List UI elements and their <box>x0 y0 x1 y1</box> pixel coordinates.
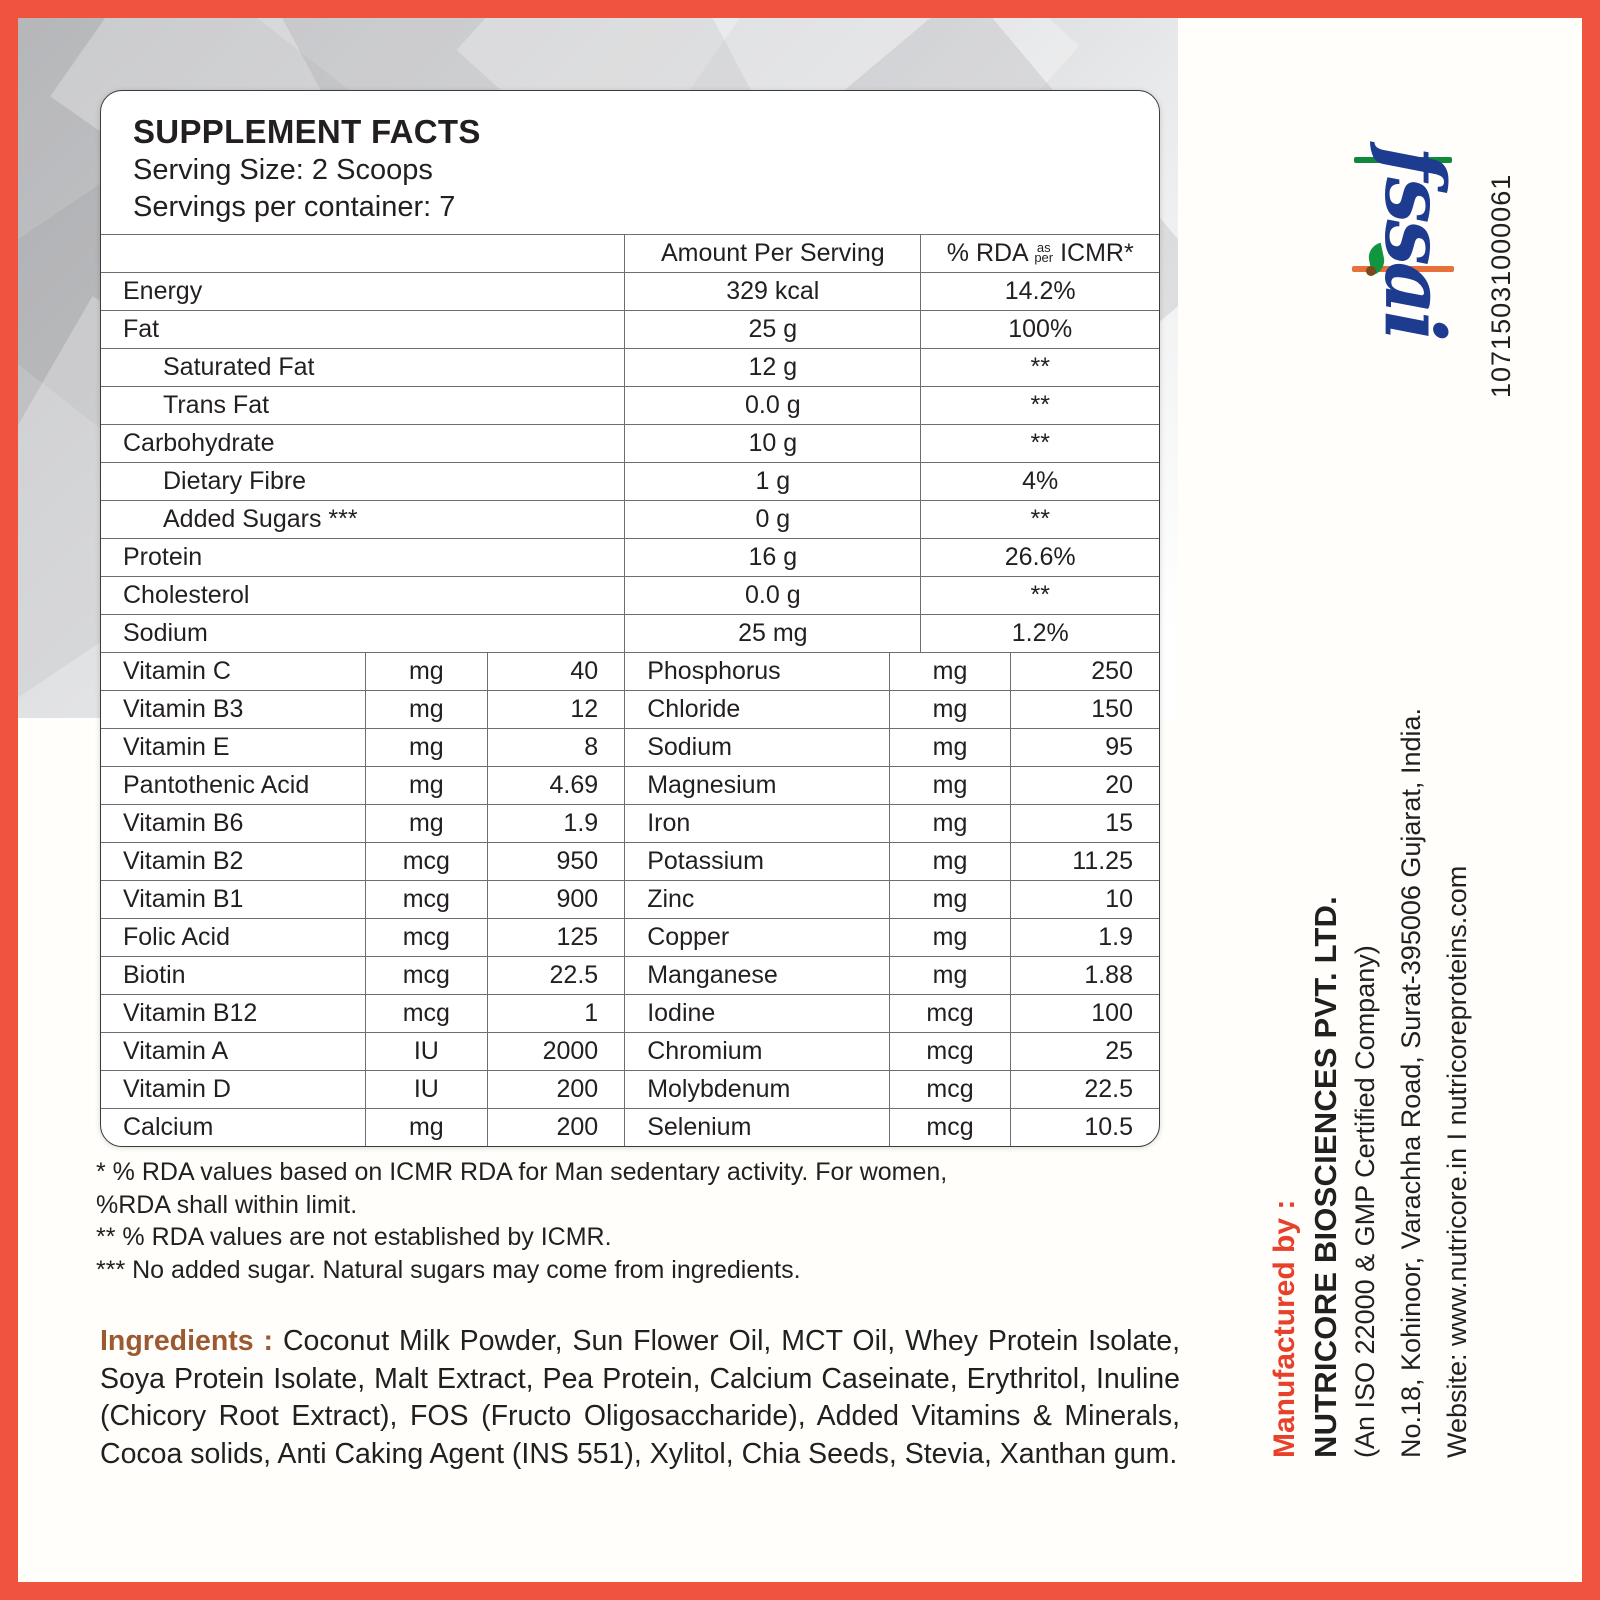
table-row <box>101 349 1159 387</box>
micronutrient-value-left: 200 <box>487 1109 625 1147</box>
micronutrient-unit-left: mg <box>366 1109 488 1147</box>
micronutrient-value-left: 4.69 <box>487 767 625 805</box>
micronutrient-name-right: Potassium <box>625 843 890 881</box>
micronutrient-name-left: Vitamin A <box>101 1033 366 1071</box>
nutrient-name: Fat <box>101 311 625 349</box>
nutrient-rda: 4% <box>921 463 1159 501</box>
nutrient-amount: 0 g <box>625 501 921 539</box>
micronutrient-unit-right: mcg <box>889 1071 1011 1109</box>
header-rda-suffix: ICMR* <box>1060 239 1134 268</box>
micronutrient-unit-right: mcg <box>889 1109 1011 1147</box>
micronutrient-unit-left: mcg <box>366 957 488 995</box>
micronutrient-name-left: Pantothenic Acid <box>101 767 366 805</box>
company-website: Website: www.nutricore.in I nutricoreproteins.com <box>1442 865 1472 1458</box>
table-row <box>101 577 1159 615</box>
nutrient-name: Added Sugars *** <box>101 501 625 539</box>
micronutrient-value-right: 10 <box>1011 881 1159 919</box>
micronutrient-name-left: Biotin <box>101 957 366 995</box>
company-name: NUTRICORE BIOSCIENCES PVT. LTD. <box>1308 896 1343 1458</box>
header-rda-superscript <box>1034 239 1054 266</box>
micronutrient-name-right: Iron <box>625 805 890 843</box>
nutrient-rda: 26.6% <box>921 539 1159 577</box>
table-row <box>101 425 1159 463</box>
micronutrient-unit-right: mg <box>889 957 1011 995</box>
nutrient-amount: 16 g <box>625 539 921 577</box>
table-row <box>101 957 1159 995</box>
header-rda-sup-top: as <box>1036 239 1051 255</box>
micronutrient-value-right: 100 <box>1011 995 1159 1033</box>
nutrient-rda: ** <box>921 425 1159 463</box>
label-page <box>18 18 1582 1582</box>
micronutrient-value-left: 900 <box>487 881 625 919</box>
micronutrient-value-left: 40 <box>487 653 625 691</box>
serving-size: Serving Size: 2 Scoops <box>133 153 433 186</box>
header-nutrient <box>101 235 625 273</box>
micronutrient-unit-left: mcg <box>366 919 488 957</box>
footnote-line: ** % RDA values are not established by ICMR. <box>96 1223 612 1251</box>
company-address: No.18, Kohinoor, Varachha Road, Surat-395006 Gujarat, India. <box>1396 708 1426 1458</box>
micronutrient-unit-left: mg <box>366 653 488 691</box>
micronutrient-value-right: 22.5 <box>1011 1071 1159 1109</box>
micronutrient-name-left: Vitamin B12 <box>101 995 366 1033</box>
micronutrient-value-right: 250 <box>1011 653 1159 691</box>
page-title: SUPPLEMENT FACTS <box>133 113 481 150</box>
table-row <box>101 805 1159 843</box>
table-row <box>101 615 1159 653</box>
micronutrient-unit-right: mg <box>889 881 1011 919</box>
micronutrient-name-right: Magnesium <box>625 767 890 805</box>
nutrient-rda: 100% <box>921 311 1159 349</box>
micronutrient-unit-right: mg <box>889 843 1011 881</box>
micronutrient-value-right: 11.25 <box>1011 843 1159 881</box>
nutrient-name: Carbohydrate <box>101 425 625 463</box>
macronutrient-rows <box>101 273 1159 653</box>
micronutrient-name-left: Vitamin B3 <box>101 691 366 729</box>
table-row <box>101 1033 1159 1071</box>
manufactured-by-label: Manufactured by : <box>1268 1199 1301 1458</box>
micronutrient-unit-right: mg <box>889 729 1011 767</box>
micronutrient-name-left: Vitamin B6 <box>101 805 366 843</box>
fssai-wordmark: fssai <box>1366 146 1462 338</box>
micronutrient-name-left: Vitamin E <box>101 729 366 767</box>
micronutrient-value-right: 15 <box>1011 805 1159 843</box>
nutrient-amount: 1 g <box>625 463 921 501</box>
nutrition-table <box>101 234 1159 652</box>
micronutrient-unit-right: mg <box>889 767 1011 805</box>
micronutrient-value-right: 150 <box>1011 691 1159 729</box>
nutrient-amount: 25 mg <box>625 615 921 653</box>
micronutrient-unit-right: mg <box>889 653 1011 691</box>
micronutrient-unit-left: mg <box>366 729 488 767</box>
micronutrient-value-left: 950 <box>487 843 625 881</box>
nutrient-name: Energy <box>101 273 625 311</box>
header-rda <box>921 235 1159 273</box>
micronutrient-unit-right: mg <box>889 919 1011 957</box>
micronutrient-name-left: Vitamin B2 <box>101 843 366 881</box>
micronutrient-value-left: 12 <box>487 691 625 729</box>
ingredients-label: Ingredients : <box>100 1325 274 1357</box>
nutrient-name: Dietary Fibre <box>101 463 625 501</box>
header-rda-prefix: % RDA <box>946 239 1028 268</box>
micronutrient-value-right: 20 <box>1011 767 1159 805</box>
micronutrient-name-right: Chromium <box>625 1033 890 1071</box>
nutrient-rda: 14.2% <box>921 273 1159 311</box>
nutrient-amount: 25 g <box>625 311 921 349</box>
micronutrient-name-right: Manganese <box>625 957 890 995</box>
footnote-line: * % RDA values based on ICMR RDA for Man sedentary activity. For women, <box>96 1158 948 1186</box>
nutrient-name: Protein <box>101 539 625 577</box>
nutrient-rda: ** <box>921 387 1159 425</box>
nutrient-amount: 0.0 g <box>625 387 921 425</box>
table-row <box>101 843 1159 881</box>
nutrient-amount: 0.0 g <box>625 577 921 615</box>
footnote-line: %RDA shall within limit. <box>96 1190 358 1219</box>
table-row <box>101 501 1159 539</box>
micronutrient-name-right: Sodium <box>625 729 890 767</box>
nutrient-amount: 329 kcal <box>625 273 921 311</box>
ingredients-text: Coconut Milk Powder, Sun Flower Oil, MCT Oil, Whey Protein Isolate, Soya Protein Isolate, Malt Extract, Pea Protein, Calcium Caseinate, Erythritol, Inuline (Chicory Root Extract), FOS (Fructo Oligosaccharide), Added Vitamins & Minerals, Cocoa solids, Anti Caking Agent (INS 551), Xylitol, Chia Seeds, Stevia, Xanthan gum. <box>100 1325 1180 1470</box>
micronutrient-value-right: 1.9 <box>1011 919 1159 957</box>
table-row <box>101 463 1159 501</box>
micronutrient-name-right: Phosphorus <box>625 653 890 691</box>
nutrient-name: Cholesterol <box>101 577 625 615</box>
nutrient-amount: 10 g <box>625 425 921 463</box>
table-row <box>101 995 1159 1033</box>
header-rda-sup-bottom: per <box>1034 250 1054 266</box>
micronutrient-value-right: 10.5 <box>1011 1109 1159 1147</box>
micronutrient-value-left: 200 <box>487 1071 625 1109</box>
servings-per-container: Servings per container: 7 <box>133 191 456 224</box>
micronutrient-unit-right: mcg <box>889 1033 1011 1071</box>
nutrient-name: Saturated Fat <box>101 349 625 387</box>
table-row <box>101 919 1159 957</box>
micronutrient-unit-right: mcg <box>889 995 1011 1033</box>
footnote-line: *** No added sugar. Natural sugars may come from ingredients. <box>96 1255 801 1284</box>
micronutrient-name-right: Zinc <box>625 881 890 919</box>
micronutrient-unit-left: mcg <box>366 843 488 881</box>
micronutrient-name-right: Copper <box>625 919 890 957</box>
header-amount-per-serving: Amount Per Serving <box>625 235 921 273</box>
card-header <box>101 91 1159 234</box>
table-row <box>101 539 1159 577</box>
micronutrient-value-left: 1.9 <box>487 805 625 843</box>
table-row <box>101 881 1159 919</box>
micronutrient-value-right: 1.88 <box>1011 957 1159 995</box>
table-header-row <box>101 235 1159 273</box>
micronutrient-rows <box>101 653 1159 1147</box>
micronutrient-name-left: Vitamin D <box>101 1071 366 1109</box>
micronutrient-value-right: 95 <box>1011 729 1159 767</box>
footnotes <box>96 1156 1096 1286</box>
micronutrient-name-right: Iodine <box>625 995 890 1033</box>
micronutrient-unit-left: mg <box>366 691 488 729</box>
nutrient-rda: 1.2% <box>921 615 1159 653</box>
nutrient-name: Trans Fat <box>101 387 625 425</box>
table-row <box>101 273 1159 311</box>
micronutrient-unit-left: mcg <box>366 881 488 919</box>
certification-text: (An ISO 22000 & GMP Certified Company) <box>1350 945 1380 1458</box>
micronutrient-name-left: Calcium <box>101 1109 366 1147</box>
fssai-logo <box>1348 126 1462 401</box>
micronutrient-value-left: 125 <box>487 919 625 957</box>
nutrient-rda: ** <box>921 349 1159 387</box>
micronutrient-value-left: 22.5 <box>487 957 625 995</box>
table-row <box>101 311 1159 349</box>
micronutrient-unit-left: mg <box>366 805 488 843</box>
micronutrient-unit-left: IU <box>366 1071 488 1109</box>
micronutrient-unit-right: mg <box>889 691 1011 729</box>
micronutrient-unit-right: mg <box>889 805 1011 843</box>
table-row <box>101 1071 1159 1109</box>
table-row <box>101 387 1159 425</box>
micronutrient-name-left: Vitamin B1 <box>101 881 366 919</box>
table-row <box>101 729 1159 767</box>
micronutrient-name-right: Chloride <box>625 691 890 729</box>
nutrient-name: Sodium <box>101 615 625 653</box>
micronutrient-unit-left: IU <box>366 1033 488 1071</box>
fssai-license-number: 10715031000061 <box>1486 173 1516 398</box>
micronutrient-table <box>101 652 1159 1146</box>
table-row <box>101 1109 1159 1147</box>
micronutrient-value-right: 25 <box>1011 1033 1159 1071</box>
micronutrient-value-left: 2000 <box>487 1033 625 1071</box>
table-row <box>101 691 1159 729</box>
micronutrient-name-left: Vitamin C <box>101 653 366 691</box>
micronutrient-unit-left: mg <box>366 767 488 805</box>
table-row <box>101 767 1159 805</box>
nutrient-amount: 12 g <box>625 349 921 387</box>
table-row <box>101 653 1159 691</box>
micronutrient-name-right: Selenium <box>625 1109 890 1147</box>
nutrient-rda: ** <box>921 501 1159 539</box>
micronutrient-name-left: Folic Acid <box>101 919 366 957</box>
micronutrient-unit-left: mcg <box>366 995 488 1033</box>
micronutrient-value-left: 8 <box>487 729 625 767</box>
supplement-facts-card <box>100 90 1160 1147</box>
micronutrient-value-left: 1 <box>487 995 625 1033</box>
ingredients-section <box>100 1323 1180 1473</box>
nutrient-rda: ** <box>921 577 1159 615</box>
micronutrient-name-right: Molybdenum <box>625 1071 890 1109</box>
